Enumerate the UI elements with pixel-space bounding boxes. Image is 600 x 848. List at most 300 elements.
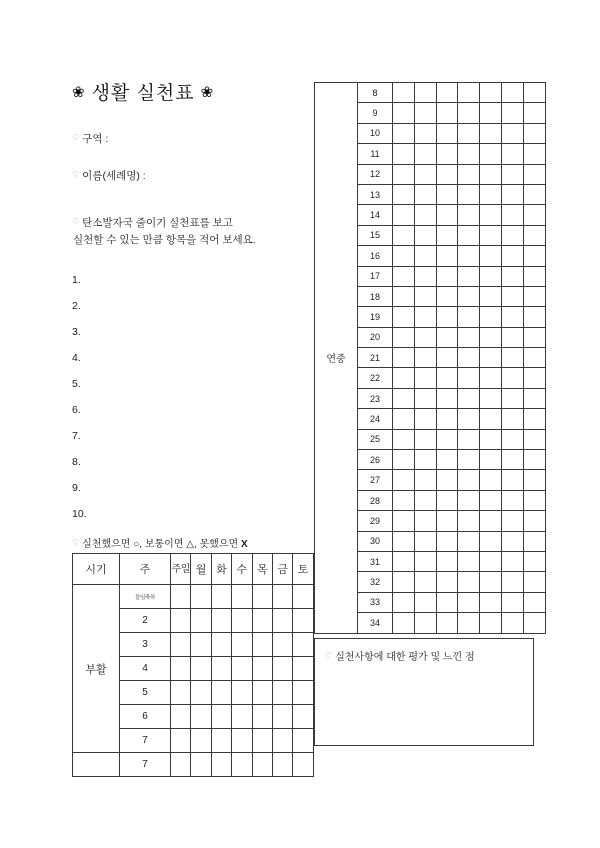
practice-entry-cell[interactable] xyxy=(252,585,272,609)
practice-entry-cell[interactable] xyxy=(414,409,436,429)
practice-entry-cell[interactable] xyxy=(458,572,480,592)
numbered-entry-list xyxy=(72,267,304,527)
practice-entry-cell[interactable] xyxy=(501,592,523,612)
season-label-cell: 부활 xyxy=(73,585,120,753)
practice-entry-cell[interactable] xyxy=(436,613,458,633)
practice-entry-cell[interactable] xyxy=(523,83,545,103)
week-number-cell: 18 xyxy=(358,286,393,306)
practice-entry-cell[interactable] xyxy=(393,368,415,388)
left-column xyxy=(72,78,309,777)
practice-entry-cell[interactable] xyxy=(252,681,272,705)
practice-entry-cell[interactable] xyxy=(414,490,436,510)
practice-entry-cell[interactable] xyxy=(523,164,545,184)
practice-entry-cell[interactable] xyxy=(436,164,458,184)
practice-entry-cell[interactable] xyxy=(436,490,458,510)
practice-entry-cell[interactable] xyxy=(501,531,523,551)
practice-entry-cell[interactable] xyxy=(523,144,545,164)
practice-entry-cell[interactable] xyxy=(501,551,523,571)
practice-entry-cell[interactable] xyxy=(523,246,545,266)
practice-entry-cell[interactable] xyxy=(211,753,231,777)
practice-entry-cell[interactable] xyxy=(523,490,545,510)
week-number-cell: 15 xyxy=(358,225,393,245)
practice-entry-cell[interactable] xyxy=(458,551,480,571)
practice-entry-cell[interactable] xyxy=(501,266,523,286)
practice-entry-cell[interactable] xyxy=(458,531,480,551)
practice-entry-cell[interactable] xyxy=(480,246,502,266)
practice-entry-cell[interactable] xyxy=(436,511,458,531)
practice-entry-cell[interactable] xyxy=(501,450,523,470)
practice-entry-cell[interactable] xyxy=(414,470,436,490)
practice-entry-cell[interactable] xyxy=(414,266,436,286)
practice-entry-cell[interactable] xyxy=(480,348,502,368)
practice-entry-cell[interactable] xyxy=(393,266,415,286)
table-row xyxy=(73,753,314,777)
practice-entry-cell[interactable] xyxy=(436,83,458,103)
practice-entry-cell[interactable] xyxy=(393,83,415,103)
practice-entry-cell[interactable] xyxy=(523,531,545,551)
practice-entry-cell[interactable] xyxy=(436,450,458,470)
practice-entry-cell[interactable] xyxy=(436,572,458,592)
practice-entry-cell[interactable] xyxy=(293,633,313,657)
practice-entry-cell[interactable] xyxy=(414,286,436,306)
practice-entry-cell[interactable] xyxy=(393,450,415,470)
practice-entry-cell[interactable] xyxy=(501,613,523,633)
practice-entry-cell[interactable] xyxy=(501,144,523,164)
practice-entry-cell[interactable] xyxy=(393,246,415,266)
practice-entry-cell[interactable] xyxy=(480,470,502,490)
practice-entry-cell[interactable] xyxy=(501,225,523,245)
practice-entry-cell[interactable] xyxy=(393,592,415,612)
practice-entry-cell[interactable] xyxy=(458,592,480,612)
practice-entry-cell[interactable] xyxy=(414,327,436,347)
practice-entry-cell[interactable] xyxy=(480,450,502,470)
ordinary-label-cell: 연중 xyxy=(315,83,358,634)
week-number-cell: 24 xyxy=(358,409,393,429)
practice-entry-cell[interactable] xyxy=(272,753,292,777)
practice-entry-cell[interactable] xyxy=(414,348,436,368)
practice-entry-cell[interactable] xyxy=(252,753,272,777)
practice-entry-cell[interactable] xyxy=(523,592,545,612)
week-number-cell: 4 xyxy=(120,657,171,681)
practice-entry-cell[interactable] xyxy=(232,609,252,633)
practice-entry-cell[interactable] xyxy=(480,592,502,612)
practice-entry-cell[interactable] xyxy=(458,103,480,123)
practice-entry-cell[interactable] xyxy=(393,103,415,123)
practice-entry-cell[interactable] xyxy=(393,613,415,633)
week-number-cell: 19 xyxy=(358,307,393,327)
practice-entry-cell[interactable] xyxy=(232,753,252,777)
list-item[interactable]: 2. xyxy=(72,300,81,312)
practice-entry-cell[interactable] xyxy=(211,705,231,729)
practice-entry-cell[interactable] xyxy=(393,409,415,429)
practice-entry-cell[interactable] xyxy=(480,429,502,449)
practice-entry-cell[interactable] xyxy=(501,511,523,531)
practice-entry-cell[interactable] xyxy=(414,246,436,266)
practice-entry-cell[interactable] xyxy=(232,585,252,609)
practice-entry-cell[interactable] xyxy=(211,657,231,681)
week-number-cell: 21 xyxy=(358,348,393,368)
list-item[interactable]: 10. xyxy=(72,508,87,520)
practice-entry-cell[interactable] xyxy=(414,225,436,245)
practice-entry-cell[interactable] xyxy=(232,705,252,729)
practice-entry-cell[interactable] xyxy=(191,729,211,753)
week-number-cell: 22 xyxy=(358,368,393,388)
practice-entry-cell[interactable] xyxy=(414,551,436,571)
practice-entry-cell[interactable] xyxy=(436,551,458,571)
practice-entry-cell[interactable] xyxy=(523,327,545,347)
practice-entry-cell[interactable] xyxy=(501,164,523,184)
practice-entry-cell[interactable] xyxy=(393,551,415,571)
practice-entry-cell[interactable] xyxy=(436,103,458,123)
reflection-box[interactable] xyxy=(314,638,534,746)
practice-entry-cell[interactable] xyxy=(252,657,272,681)
practice-entry-cell[interactable] xyxy=(501,246,523,266)
practice-entry-cell[interactable] xyxy=(523,286,545,306)
list-item[interactable]: 4. xyxy=(72,352,81,364)
practice-entry-cell[interactable] xyxy=(523,613,545,633)
practice-entry-cell[interactable] xyxy=(393,205,415,225)
practice-entry-cell[interactable] xyxy=(393,470,415,490)
practice-entry-cell[interactable] xyxy=(436,327,458,347)
practice-entry-cell[interactable] xyxy=(414,613,436,633)
week-number-cell: 6 xyxy=(120,705,171,729)
practice-entry-cell[interactable] xyxy=(501,429,523,449)
practice-entry-cell[interactable] xyxy=(480,388,502,408)
practice-entry-cell[interactable] xyxy=(414,511,436,531)
practice-entry-cell[interactable] xyxy=(523,511,545,531)
practice-entry-cell[interactable] xyxy=(436,225,458,245)
week-number-cell: 14 xyxy=(358,205,393,225)
practice-entry-cell[interactable] xyxy=(436,246,458,266)
practice-entry-cell[interactable] xyxy=(501,184,523,204)
practice-entry-cell[interactable] xyxy=(480,205,502,225)
practice-entry-cell[interactable] xyxy=(211,585,231,609)
practice-entry-cell[interactable] xyxy=(480,266,502,286)
practice-entry-cell[interactable] xyxy=(436,531,458,551)
practice-entry-cell[interactable] xyxy=(171,753,191,777)
field-district xyxy=(72,131,304,146)
practice-entry-cell[interactable] xyxy=(414,164,436,184)
practice-entry-cell[interactable] xyxy=(171,609,191,633)
practice-entry-cell[interactable] xyxy=(293,657,313,681)
practice-entry-cell[interactable] xyxy=(458,368,480,388)
practice-entry-cell[interactable] xyxy=(480,184,502,204)
practice-entry-cell[interactable] xyxy=(414,592,436,612)
practice-entry-cell[interactable] xyxy=(523,184,545,204)
practice-entry-cell[interactable] xyxy=(171,657,191,681)
practice-entry-cell[interactable] xyxy=(293,753,313,777)
practice-entry-cell[interactable] xyxy=(501,368,523,388)
header-friday: 금 xyxy=(272,554,292,585)
practice-entry-cell[interactable] xyxy=(458,286,480,306)
practice-entry-cell[interactable] xyxy=(501,490,523,510)
practice-entry-cell[interactable] xyxy=(252,729,272,753)
instructions-line-1: 탄소발자국 줄이기 실천표를 보고 xyxy=(82,217,233,229)
practice-entry-cell[interactable] xyxy=(171,681,191,705)
table-header-row xyxy=(73,554,314,585)
practice-entry-cell[interactable] xyxy=(523,348,545,368)
practice-entry-cell[interactable] xyxy=(501,83,523,103)
practice-entry-cell[interactable] xyxy=(480,225,502,245)
practice-entry-cell[interactable] xyxy=(458,123,480,143)
practice-entry-cell[interactable] xyxy=(436,348,458,368)
week-number-cell: 7 xyxy=(120,729,171,753)
practice-entry-cell[interactable] xyxy=(393,164,415,184)
practice-entry-cell[interactable] xyxy=(393,327,415,347)
week-number-cell: 12 xyxy=(358,164,393,184)
practice-entry-cell[interactable] xyxy=(232,657,252,681)
practice-entry-cell[interactable] xyxy=(436,286,458,306)
practice-entry-cell[interactable] xyxy=(480,123,502,143)
practice-entry-cell[interactable] xyxy=(436,184,458,204)
practice-entry-cell[interactable] xyxy=(393,225,415,245)
list-item[interactable]: 7. xyxy=(72,430,81,442)
practice-entry-cell[interactable] xyxy=(501,123,523,143)
legend-text: 실천했으면 ○, 보통이면 △, 못했으면 xyxy=(82,539,241,550)
practice-entry-cell[interactable] xyxy=(414,123,436,143)
practice-entry-cell[interactable] xyxy=(414,83,436,103)
practice-entry-cell[interactable] xyxy=(523,266,545,286)
practice-entry-cell[interactable] xyxy=(458,613,480,633)
list-item[interactable]: 3. xyxy=(72,326,81,338)
practice-entry-cell[interactable] xyxy=(414,103,436,123)
practice-entry-cell[interactable] xyxy=(252,633,272,657)
practice-entry-cell[interactable] xyxy=(458,83,480,103)
practice-entry-cell[interactable] xyxy=(480,613,502,633)
practice-entry-cell[interactable] xyxy=(393,144,415,164)
practice-entry-cell[interactable] xyxy=(232,633,252,657)
practice-entry-cell[interactable] xyxy=(458,470,480,490)
practice-entry-cell[interactable] xyxy=(523,450,545,470)
practice-entry-cell[interactable] xyxy=(501,205,523,225)
practice-entry-cell[interactable] xyxy=(523,470,545,490)
practice-entry-cell[interactable] xyxy=(480,572,502,592)
week-number-cell: 17 xyxy=(358,266,393,286)
practice-entry-cell[interactable] xyxy=(272,657,292,681)
practice-entry-cell[interactable] xyxy=(458,144,480,164)
practice-entry-cell[interactable] xyxy=(501,348,523,368)
practice-entry-cell[interactable] xyxy=(458,388,480,408)
practice-entry-cell[interactable] xyxy=(191,633,211,657)
practice-entry-cell[interactable] xyxy=(414,531,436,551)
practice-entry-cell[interactable] xyxy=(293,729,313,753)
practice-entry-cell[interactable] xyxy=(393,531,415,551)
practice-entry-cell[interactable] xyxy=(458,511,480,531)
practice-entry-cell[interactable] xyxy=(171,729,191,753)
practice-entry-cell[interactable] xyxy=(393,490,415,510)
practice-entry-cell[interactable] xyxy=(211,633,231,657)
header-week: 주 xyxy=(120,554,171,585)
practice-entry-cell[interactable] xyxy=(293,705,313,729)
practice-entry-cell[interactable] xyxy=(523,225,545,245)
practice-entry-cell[interactable] xyxy=(393,429,415,449)
practice-entry-cell[interactable] xyxy=(252,609,272,633)
practice-entry-cell[interactable] xyxy=(436,266,458,286)
list-item[interactable]: 1. xyxy=(72,274,81,286)
practice-entry-cell[interactable] xyxy=(393,348,415,368)
practice-entry-cell[interactable] xyxy=(458,490,480,510)
practice-entry-cell[interactable] xyxy=(523,368,545,388)
week-number-cell: 30 xyxy=(358,531,393,551)
practice-entry-cell[interactable] xyxy=(191,657,211,681)
week-number-cell: 27 xyxy=(358,470,393,490)
week-number-cell: 32 xyxy=(358,572,393,592)
practice-entry-cell[interactable] xyxy=(211,729,231,753)
practice-entry-cell[interactable] xyxy=(458,429,480,449)
practice-entry-cell[interactable] xyxy=(414,368,436,388)
practice-entry-cell[interactable] xyxy=(414,388,436,408)
practice-entry-cell[interactable] xyxy=(501,103,523,123)
practice-entry-cell[interactable] xyxy=(480,531,502,551)
practice-entry-cell[interactable] xyxy=(293,609,313,633)
practice-entry-cell[interactable] xyxy=(436,123,458,143)
practice-entry-cell[interactable] xyxy=(393,184,415,204)
practice-entry-cell[interactable] xyxy=(414,450,436,470)
practice-entry-cell[interactable] xyxy=(191,681,211,705)
practice-entry-cell[interactable] xyxy=(272,681,292,705)
practice-entry-cell[interactable] xyxy=(458,348,480,368)
practice-entry-cell[interactable] xyxy=(480,409,502,429)
practice-entry-cell[interactable] xyxy=(480,164,502,184)
practice-entry-cell[interactable] xyxy=(523,572,545,592)
practice-entry-cell[interactable] xyxy=(211,609,231,633)
practice-entry-cell[interactable] xyxy=(458,266,480,286)
practice-entry-cell[interactable] xyxy=(523,123,545,143)
practice-entry-cell[interactable] xyxy=(480,103,502,123)
practice-entry-cell[interactable] xyxy=(436,429,458,449)
week-number-cell: 11 xyxy=(358,144,393,164)
field-name-label: 이름(세례명) : xyxy=(82,170,146,182)
practice-entry-cell[interactable] xyxy=(458,450,480,470)
practice-entry-cell[interactable] xyxy=(232,681,252,705)
practice-entry-cell[interactable] xyxy=(501,572,523,592)
header-monday: 월 xyxy=(191,554,211,585)
practice-entry-cell[interactable] xyxy=(171,585,191,609)
practice-entry-cell[interactable] xyxy=(458,409,480,429)
practice-entry-cell[interactable] xyxy=(414,429,436,449)
practice-entry-cell[interactable] xyxy=(480,551,502,571)
practice-entry-cell[interactable] xyxy=(480,368,502,388)
practice-entry-cell[interactable] xyxy=(523,103,545,123)
practice-entry-cell[interactable] xyxy=(293,681,313,705)
practice-entry-cell[interactable] xyxy=(272,585,292,609)
practice-entry-cell[interactable] xyxy=(458,327,480,347)
practice-entry-cell[interactable] xyxy=(393,286,415,306)
practice-entry-cell[interactable] xyxy=(393,123,415,143)
flower-icon-right: ❀ xyxy=(200,84,215,101)
heart-icon-instructions: ♡ xyxy=(72,217,80,226)
practice-entry-cell[interactable] xyxy=(523,551,545,571)
practice-entry-cell[interactable] xyxy=(436,144,458,164)
ordinary-table-body xyxy=(315,83,546,634)
practice-entry-cell[interactable] xyxy=(272,609,292,633)
ordinary-time-table xyxy=(314,82,546,634)
field-district-label: 구역 : xyxy=(82,133,109,145)
practice-entry-cell[interactable] xyxy=(414,307,436,327)
practice-entry-cell[interactable] xyxy=(501,286,523,306)
season-label-cell xyxy=(73,753,120,777)
practice-entry-cell[interactable] xyxy=(414,572,436,592)
practice-entry-cell[interactable] xyxy=(272,633,292,657)
practice-entry-cell[interactable] xyxy=(458,164,480,184)
practice-entry-cell[interactable] xyxy=(480,144,502,164)
practice-entry-cell[interactable] xyxy=(414,184,436,204)
practice-entry-cell[interactable] xyxy=(501,327,523,347)
list-item[interactable]: 5. xyxy=(72,378,81,390)
practice-entry-cell[interactable] xyxy=(501,388,523,408)
practice-entry-cell[interactable] xyxy=(393,388,415,408)
practice-entry-cell[interactable] xyxy=(414,144,436,164)
header-thursday: 목 xyxy=(252,554,272,585)
practice-entry-cell[interactable] xyxy=(523,388,545,408)
practice-entry-cell[interactable] xyxy=(191,585,211,609)
practice-entry-cell[interactable] xyxy=(272,705,292,729)
practice-entry-cell[interactable] xyxy=(191,705,211,729)
practice-entry-cell[interactable] xyxy=(480,83,502,103)
list-item[interactable]: 6. xyxy=(72,404,81,416)
heart-icon-legend: ♡ xyxy=(72,538,80,547)
practice-entry-cell[interactable] xyxy=(393,511,415,531)
practice-entry-cell[interactable] xyxy=(191,753,211,777)
list-item[interactable]: 8. xyxy=(72,456,81,468)
practice-entry-cell[interactable] xyxy=(191,609,211,633)
practice-entry-cell[interactable] xyxy=(480,490,502,510)
header-tuesday: 화 xyxy=(211,554,231,585)
practice-entry-cell[interactable] xyxy=(523,409,545,429)
practice-entry-cell[interactable] xyxy=(501,307,523,327)
practice-entry-cell[interactable] xyxy=(436,307,458,327)
practice-entry-cell[interactable] xyxy=(211,681,231,705)
practice-entry-cell[interactable] xyxy=(480,327,502,347)
practice-entry-cell[interactable] xyxy=(480,286,502,306)
practice-entry-cell[interactable] xyxy=(458,205,480,225)
practice-entry-cell[interactable] xyxy=(501,470,523,490)
practice-entry-cell[interactable] xyxy=(171,705,191,729)
practice-entry-cell[interactable] xyxy=(523,307,545,327)
practice-entry-cell[interactable] xyxy=(523,205,545,225)
practice-entry-cell[interactable] xyxy=(501,409,523,429)
practice-entry-cell[interactable] xyxy=(293,585,313,609)
practice-entry-cell[interactable] xyxy=(393,307,415,327)
header-saturday: 토 xyxy=(293,554,313,585)
practice-entry-cell[interactable] xyxy=(252,705,272,729)
practice-entry-cell[interactable] xyxy=(458,307,480,327)
practice-entry-cell[interactable] xyxy=(458,246,480,266)
practice-entry-cell[interactable] xyxy=(436,368,458,388)
practice-entry-cell[interactable] xyxy=(272,729,292,753)
practice-entry-cell[interactable] xyxy=(523,429,545,449)
practice-entry-cell[interactable] xyxy=(458,184,480,204)
practice-entry-cell[interactable] xyxy=(171,633,191,657)
practice-entry-cell[interactable] xyxy=(436,205,458,225)
right-column xyxy=(314,82,536,634)
practice-entry-cell[interactable] xyxy=(480,511,502,531)
practice-entry-cell[interactable] xyxy=(436,409,458,429)
practice-entry-cell[interactable] xyxy=(414,205,436,225)
practice-entry-cell[interactable] xyxy=(480,307,502,327)
table-row xyxy=(73,585,314,609)
practice-entry-cell[interactable] xyxy=(436,592,458,612)
practice-entry-cell[interactable] xyxy=(393,572,415,592)
practice-entry-cell[interactable] xyxy=(458,225,480,245)
heart-icon-reflection: ♡ xyxy=(325,651,333,660)
practice-entry-cell[interactable] xyxy=(436,470,458,490)
list-item[interactable]: 9. xyxy=(72,482,81,494)
week-number-cell: 8 xyxy=(358,83,393,103)
header-wednesday: 수 xyxy=(232,554,252,585)
practice-entry-cell[interactable] xyxy=(232,729,252,753)
practice-entry-cell[interactable] xyxy=(436,388,458,408)
